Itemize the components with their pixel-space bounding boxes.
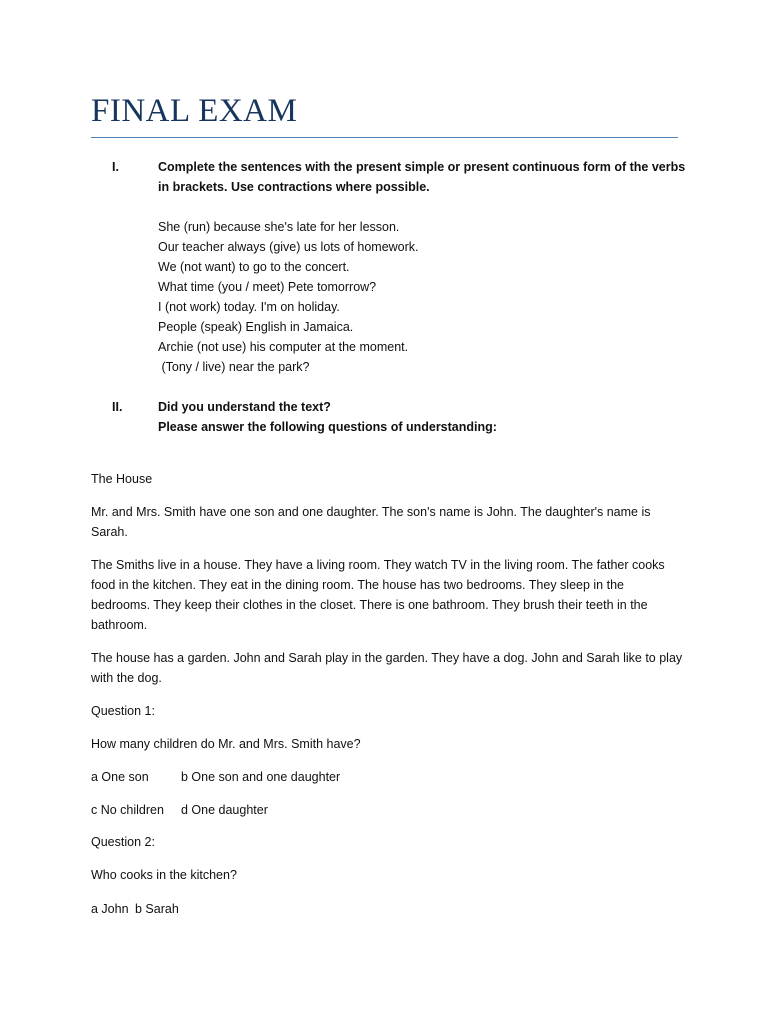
reading-paragraph-3 [91, 648, 683, 688]
title-underline [91, 137, 678, 138]
paragraph-line: Sarah. [91, 525, 128, 539]
question2-option-a: a John [91, 902, 129, 916]
paragraph-line: The house has a garden. John and Sarah play in the garden. They have a dog. John and Sarah like to play [91, 651, 683, 665]
paragraph-line: food in the kitchen. They eat in the dining room. The house has two bedrooms. They sleep in the [91, 578, 624, 592]
sentence-item: People (speak) English in Jamaica. [158, 320, 354, 334]
question-label-text: Question 1: [91, 704, 155, 718]
question1-label [91, 701, 671, 721]
question1-option-b: b One son and one daughter [181, 770, 341, 784]
sentence-item: Our teacher always (give) us lots of homework. [158, 240, 419, 254]
section1-number: I. [112, 160, 119, 174]
section2-line: Did you understand the text? [158, 400, 331, 414]
paragraph-line: The Smiths live in a house. They have a living room. They watch TV in the living room. The father cooks [91, 558, 665, 572]
exam-title: FINAL EXAM [91, 93, 298, 129]
sentence-item: Archie (not use) his computer at the moment. [158, 340, 409, 354]
question1-text [91, 734, 671, 754]
reading-paragraph-1 [91, 502, 671, 542]
question-text: Who cooks in the kitchen? [91, 868, 237, 882]
section1-instruction-line: Complete the sentences with the present simple or present continuous form of the verbs [158, 160, 686, 174]
question1-option-c: c No children [91, 803, 164, 817]
question2-label [91, 832, 671, 852]
section2-line: Please answer the following questions of understanding: [158, 420, 497, 434]
sentence-item: (Tony / live) near the park? [158, 360, 310, 374]
question1-option-a: a One son [91, 770, 149, 784]
reading-heading [91, 469, 671, 489]
section2-number: II. [112, 400, 123, 414]
paragraph-line: Mr. and Mrs. Smith have one son and one daughter. The son's name is John. The daughter's name is [91, 505, 651, 519]
paragraph-line: with the dog. [91, 671, 162, 685]
sentence-item: She (run) because she's late for her lesson. [158, 220, 400, 234]
question2-text [91, 865, 671, 885]
reading-paragraph-2 [91, 555, 671, 635]
section1-instruction-line: in brackets. Use contractions where possible. [158, 180, 430, 194]
sentence-item: What time (you / meet) Pete tomorrow? [158, 280, 377, 294]
section1-sentence-list [158, 217, 419, 377]
section1-instructions [158, 157, 686, 197]
paragraph-line: bathroom. [91, 618, 148, 632]
question-label-text: Question 2: [91, 835, 155, 849]
sentence-item: I (not work) today. I'm on holiday. [158, 300, 340, 314]
question2-option-b: b Sarah [135, 902, 179, 916]
question1-option-d: d One daughter [181, 803, 268, 817]
section2-instructions [158, 397, 678, 437]
reading-heading-text: The House [91, 472, 153, 486]
question-text: How many children do Mr. and Mrs. Smith have? [91, 737, 361, 751]
sentence-item: We (not want) to go to the concert. [158, 260, 350, 274]
paragraph-line: bedrooms. They keep their clothes in the closet. There is one bathroom. They brush their teeth in the [91, 598, 648, 612]
